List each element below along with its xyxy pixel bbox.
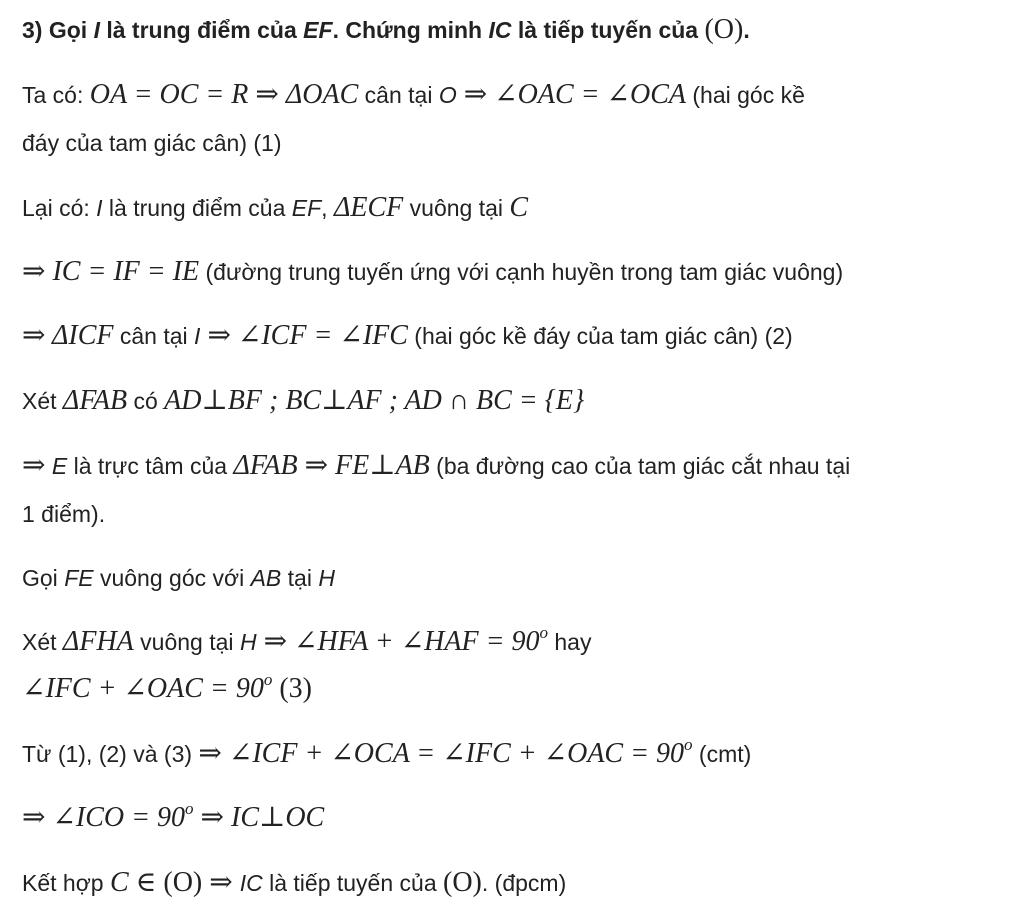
proof-line-6: ⇒ E là trực tâm của ΔFAB ⇒ FE⊥AB (ba đường cao của tam giác cắt nhau tại (22, 450, 851, 481)
proof-line-4: ⇒ ΔICF cân tại I ⇒ ∠ICF = ∠IFC (hai góc kề đáy của tam giác cân) (2) (22, 320, 793, 351)
proof-line-6-cont: 1 điểm). (22, 501, 106, 527)
proof-line-3: ⇒ IC = IF = IE (đường trung tuyến ứng với cạnh huyền trong tam giác vuông) (22, 256, 844, 287)
proof-line-9: ∠IFC + ∠OAC = $90^o$ (3) (22, 670, 312, 704)
proof-line-5: Xét ΔFAB có AD⊥BF ; BC⊥AF ; AD ∩ BC = {E} (22, 385, 585, 416)
proof-conclusion: Kết hợp C ∈ (O) ⇒ IC là tiếp tuyến của (O). (đpcm) (22, 867, 567, 898)
proof-line-7: Gọi FE vuông góc với AB tại H (22, 565, 335, 591)
proof-line-1: Ta có: OA = OC = R ⇒ ΔOAC cân tại O ⇒ ∠OAC = ∠OCA (hai góc kề (22, 79, 805, 110)
proof-line-2: Lại có: I là trung điểm của EF, ΔECF vuông tại C (22, 192, 529, 223)
proof-line-11: ⇒ ∠ICO = $90^o$ ⇒ IC⊥OC (22, 799, 325, 833)
proof-line-10: Từ (1), (2) và (3) ⇒ ∠ICF + ∠OCA = ∠IFC + ∠OAC = $90^o$ (cmt) (22, 735, 752, 769)
proof-line-1-cont: đáy của tam giác cân) (1) (22, 130, 282, 156)
problem-heading: 3) Gọi I là trung điểm của EF. Chứng minh IC là tiếp tuyến của (O). (22, 14, 750, 45)
proof-line-8: Xét ΔFHA vuông tại H ⇒ ∠HFA + ∠HAF = $90^o$ hay (22, 623, 592, 657)
